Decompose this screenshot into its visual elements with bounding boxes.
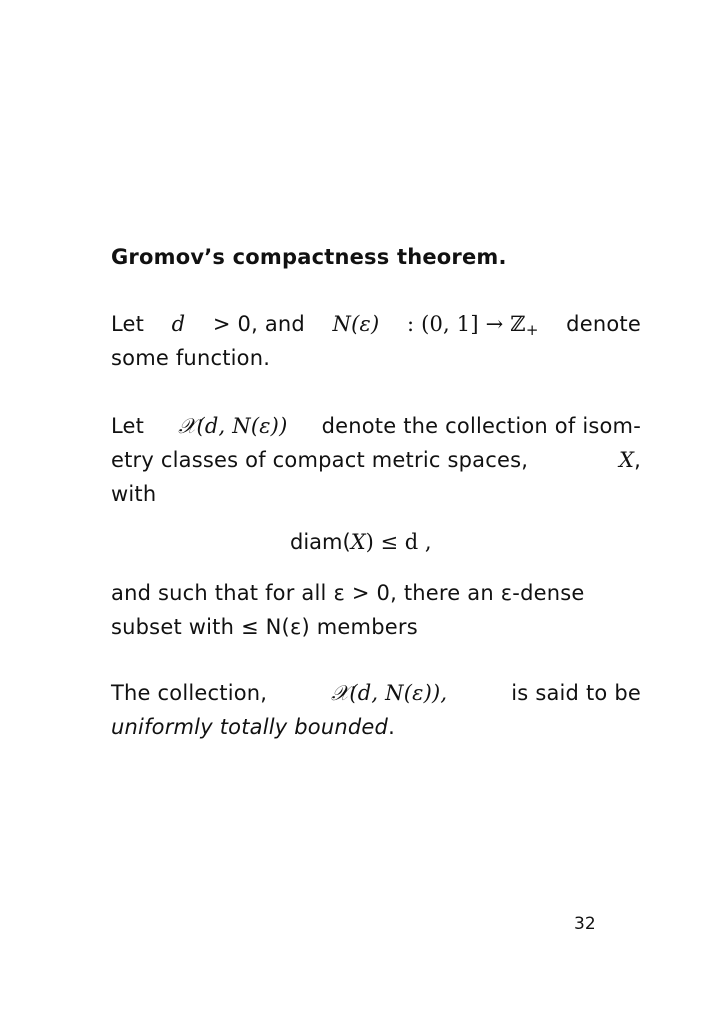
paragraph-line: and such that for all ε > 0, there an ε-dense [111, 581, 585, 605]
text-span: diam( [290, 530, 351, 554]
section-title-text: Gromov’s compactness theorem. [111, 245, 507, 269]
paragraph-line: subset with ≤ N(ε) members [111, 615, 418, 639]
math-variable: X [618, 448, 635, 472]
text-span: Let [111, 414, 145, 438]
paragraph-line [111, 443, 641, 477]
text-span: denote the collection of isom- [321, 414, 641, 438]
math-with-punct [619, 443, 641, 477]
math-variable: X [350, 530, 366, 554]
paragraph-line [111, 409, 641, 443]
paragraph-definition-function [111, 307, 641, 375]
paragraph-line [111, 710, 641, 744]
text-span: > 0, and [212, 312, 305, 336]
text-span: , [634, 448, 641, 472]
paragraph-collection-definition [111, 409, 641, 511]
text-span: denote [566, 312, 641, 336]
math-mapping [407, 307, 539, 341]
paragraph-line: with [111, 482, 157, 506]
page-number: 32 [574, 914, 596, 934]
text-span: etry classes of compact metric spaces, [111, 448, 529, 472]
text-span: Let [111, 312, 145, 336]
text-span: . [388, 715, 395, 739]
math-expression: : (0, 1] → ℤ [406, 312, 526, 336]
emphasized-term: uniformly totally bounded [111, 715, 389, 739]
math-subscript: + [525, 321, 539, 339]
math-expression: 𝒳(d, N(ε)), [331, 681, 448, 705]
display-equation [290, 525, 432, 559]
math-expression: 𝒳(d, N(ε)) [178, 414, 288, 438]
paragraph-uniformly-bounded [111, 676, 641, 744]
math-expression: N(ε) [332, 312, 380, 336]
math-variable: d [171, 312, 186, 336]
math-expression: ) ≤ d , [365, 530, 432, 554]
section-title [111, 240, 641, 274]
text-span: The collection, [111, 681, 268, 705]
paragraph-line [111, 307, 641, 341]
paragraph-line: some function. [111, 346, 271, 370]
paragraph-dense-subset [111, 576, 641, 644]
text-span: is said to be [511, 681, 641, 705]
paragraph-line [111, 676, 641, 710]
